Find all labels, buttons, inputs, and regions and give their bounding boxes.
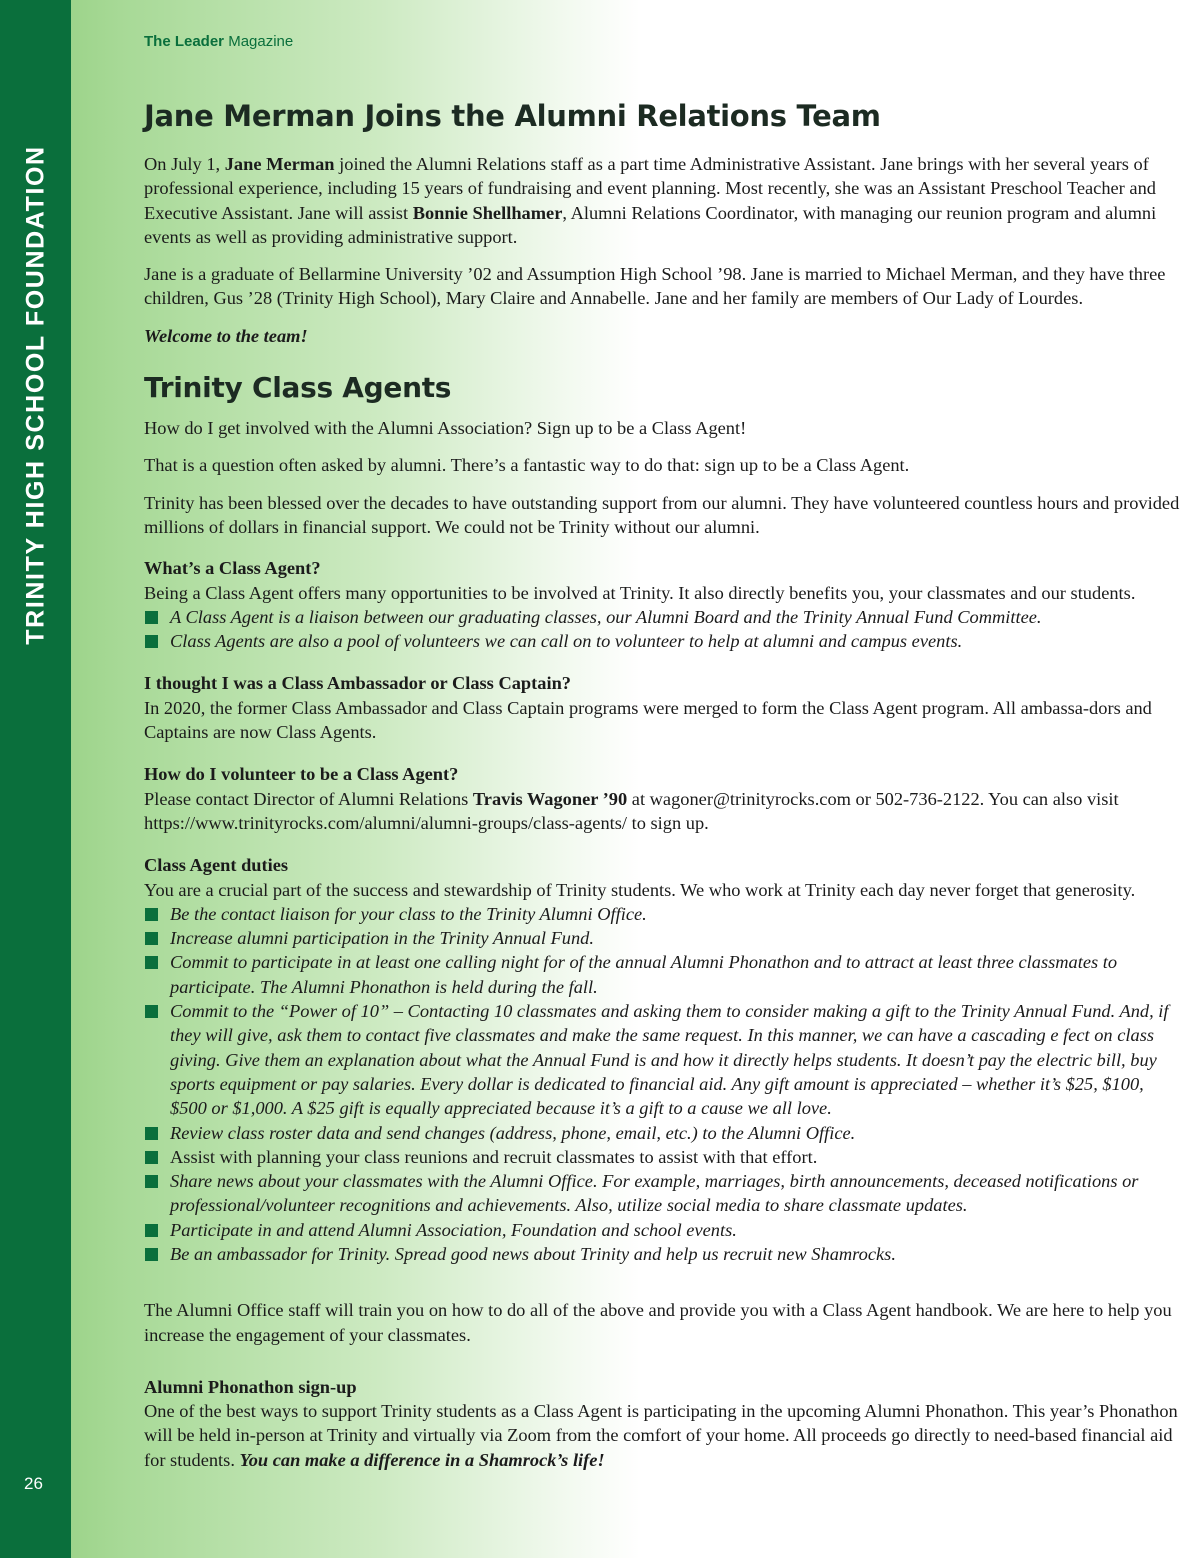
duties-list — [144, 902, 1180, 1266]
text-run: On July 1, — [144, 154, 225, 174]
text-run: Please contact Director of Alumni Relations — [144, 788, 473, 809]
section-heading: I thought I was a Class Ambassador or Class Captain? — [144, 673, 571, 694]
section-heading: Alumni Phonathon sign-up — [144, 1376, 357, 1397]
welcome-line — [144, 324, 1180, 348]
article-content — [144, 96, 1180, 1490]
section-ambassador — [144, 671, 1180, 744]
text-run: joined the Alumni Relations staff as a part time Administrative Assistant. Jane brings with her several years of professional experience, including 15 years of fundraising and event planning. Most recently, she was an Assistant Preschool Teacher and Executive Assistant. Jane will assist — [144, 154, 1156, 223]
section-heading: How do I volunteer to be a Class Agent? — [144, 764, 459, 785]
section-body — [144, 787, 1180, 836]
magazine-label: Magazine — [224, 33, 294, 50]
intro-1: How do I get involved with the Alumni Association? Sign up to be a Class Agent! — [144, 418, 747, 439]
section-body: Being a Class Agent offers many opportunities to be involved at Trinity. It also directly benefits you, your classmates and our students. — [144, 582, 1136, 603]
closing-paragraph: The Alumni Office staff will train you on how to do all of the above and provide you with a Class Agent handbook. We are here to help you increase the engagement of your classmates. — [144, 1300, 1172, 1345]
vertical-foundation-title: TRINITY HIGH SCHOOL FOUNDATION — [21, 145, 50, 645]
article1-title: Jane Merman Joins the Alumni Relations Team — [144, 99, 881, 133]
list-item: Participate in and attend Alumni Association, Foundation and school events. — [144, 1218, 1180, 1242]
list-item: Be an ambassador for Trinity. Spread good news about Trinity and help us recruit new Shamrocks. — [144, 1242, 1180, 1266]
intro-2: That is a question often asked by alumni. There’s a fantastic way to do that: sign up to be a Class Agent. — [144, 455, 910, 476]
text-run: One of the best ways to support Trinity students as a Class Agent is participating in the upcoming Alumni Phonathon. This year’s Phonathon will be held in-person at Trinity and virtually via Zoom from the comfort of your home. All proceeds go directly to need-based financial aid for students. — [144, 1401, 1178, 1470]
section-body: You are a crucial part of the success and stewardship of Trinity students. We who work at Trinity each day never forget that generosity. — [144, 879, 1136, 900]
text-run: at wagoner@trinityrocks.com or 502-736-2122. You can also visit https://www.trinityrocks.com/alumni/alumni-groups/class-agents/ to sign up. — [144, 788, 1119, 833]
bullet-list — [144, 605, 1180, 654]
section-heading: Class Agent duties — [144, 855, 289, 876]
intro-3: Trinity has been blessed over the decades to have outstanding support from our alumni. They have volunteered countless hours and provided millions of dollars in financial support. We could not be Trinity without our alumni. — [144, 492, 1180, 537]
list-item: Assist with planning your class reunions and recruit classmates to assist with that effort. — [144, 1145, 1180, 1169]
article1-paragraph-1 — [144, 152, 1180, 249]
section-volunteer — [144, 762, 1180, 835]
spacer — [144, 1284, 1180, 1298]
magazine-name: The Leader — [144, 33, 225, 50]
side-band — [0, 0, 71, 1558]
person-name: Bonnie Shellhamer — [412, 202, 563, 223]
text-run: , Alumni Relations Coordinator, with managing our reunion program and alumni events as well as providing administrative support. — [144, 202, 1157, 247]
emphasis-text: You can make a difference in a Shamrock’s life! — [239, 1449, 605, 1470]
section-phonathon — [144, 1375, 1180, 1472]
list-item: Be the contact liaison for your class to the Trinity Alumni Office. — [144, 902, 1180, 926]
magazine-header — [144, 33, 293, 50]
person-name: Jane Merman — [224, 154, 335, 174]
section-body — [144, 1399, 1180, 1472]
section-heading: What’s a Class Agent? — [144, 558, 321, 579]
section-body: In 2020, the former Class Ambassador and Class Captain programs were merged to form the Class Agent program. All ambassa-dors and Captains are now Class Agents. — [144, 697, 1152, 743]
list-item: Commit to participate in at least one calling night for of the annual Alumni Phonathon and to attract at least three classmates to participate. The Alumni Phonathon is held during the fall. — [144, 950, 1180, 999]
list-item: Review class roster data and send changes (address, phone, email, etc.) to the Alumni Office. — [144, 1121, 1180, 1145]
list-item: A Class Agent is a liaison between our graduating classes, our Alumni Board and the Trinity Annual Fund Committee. — [144, 605, 1180, 629]
list-item: Class Agents are also a pool of volunteers we can call on to volunteer to help at alumni and campus events. — [144, 629, 1180, 653]
article2-title: Trinity Class Agents — [144, 371, 452, 405]
section-duties — [144, 853, 1180, 1266]
list-item: Commit to the “Power of 10” – Contacting 10 classmates and asking them to consider making a gift to the Trinity Annual Fund. And, if they will give, ask them to contact five classmates and make the same request. In this manner, we can have a cascading e fect on class giving. Give them an explanation about what the Annual Fund is and how it directly helps students. It doesn’t pay the electric bill, buy sports equipment or pay salaries. Every dollar is dedicated to financial aid. Any gift amount is appreciated – whether it’s $25, $100, $500 or $1,000. A $25 gift is equally appreciated because it’s a gift to a cause we all love. — [144, 999, 1180, 1120]
person-name: Travis Wagoner ’90 — [472, 788, 628, 809]
page-number: 26 — [24, 1474, 43, 1493]
article1-paragraph-2: Jane is a graduate of Bellarmine University ’02 and Assumption High School ’98. Jane is married to Michael Merman, and they have three children, Gus ’28 (Trinity High School), Mary Claire and Annabelle. Jane and her family are members of Our Lady of Lourdes. — [144, 264, 1166, 309]
section-what-is-agent — [144, 556, 1180, 653]
welcome-text: Welcome to the team! — [144, 325, 308, 346]
list-item: Share news about your classmates with the Alumni Office. For example, marriages, birth announcements, deceased notifications or professional/volunteer recognitions and achievements. Also, utilize social media to share classmate updates. — [144, 1169, 1180, 1218]
list-item: Increase alumni participation in the Trinity Annual Fund. — [144, 926, 1180, 950]
